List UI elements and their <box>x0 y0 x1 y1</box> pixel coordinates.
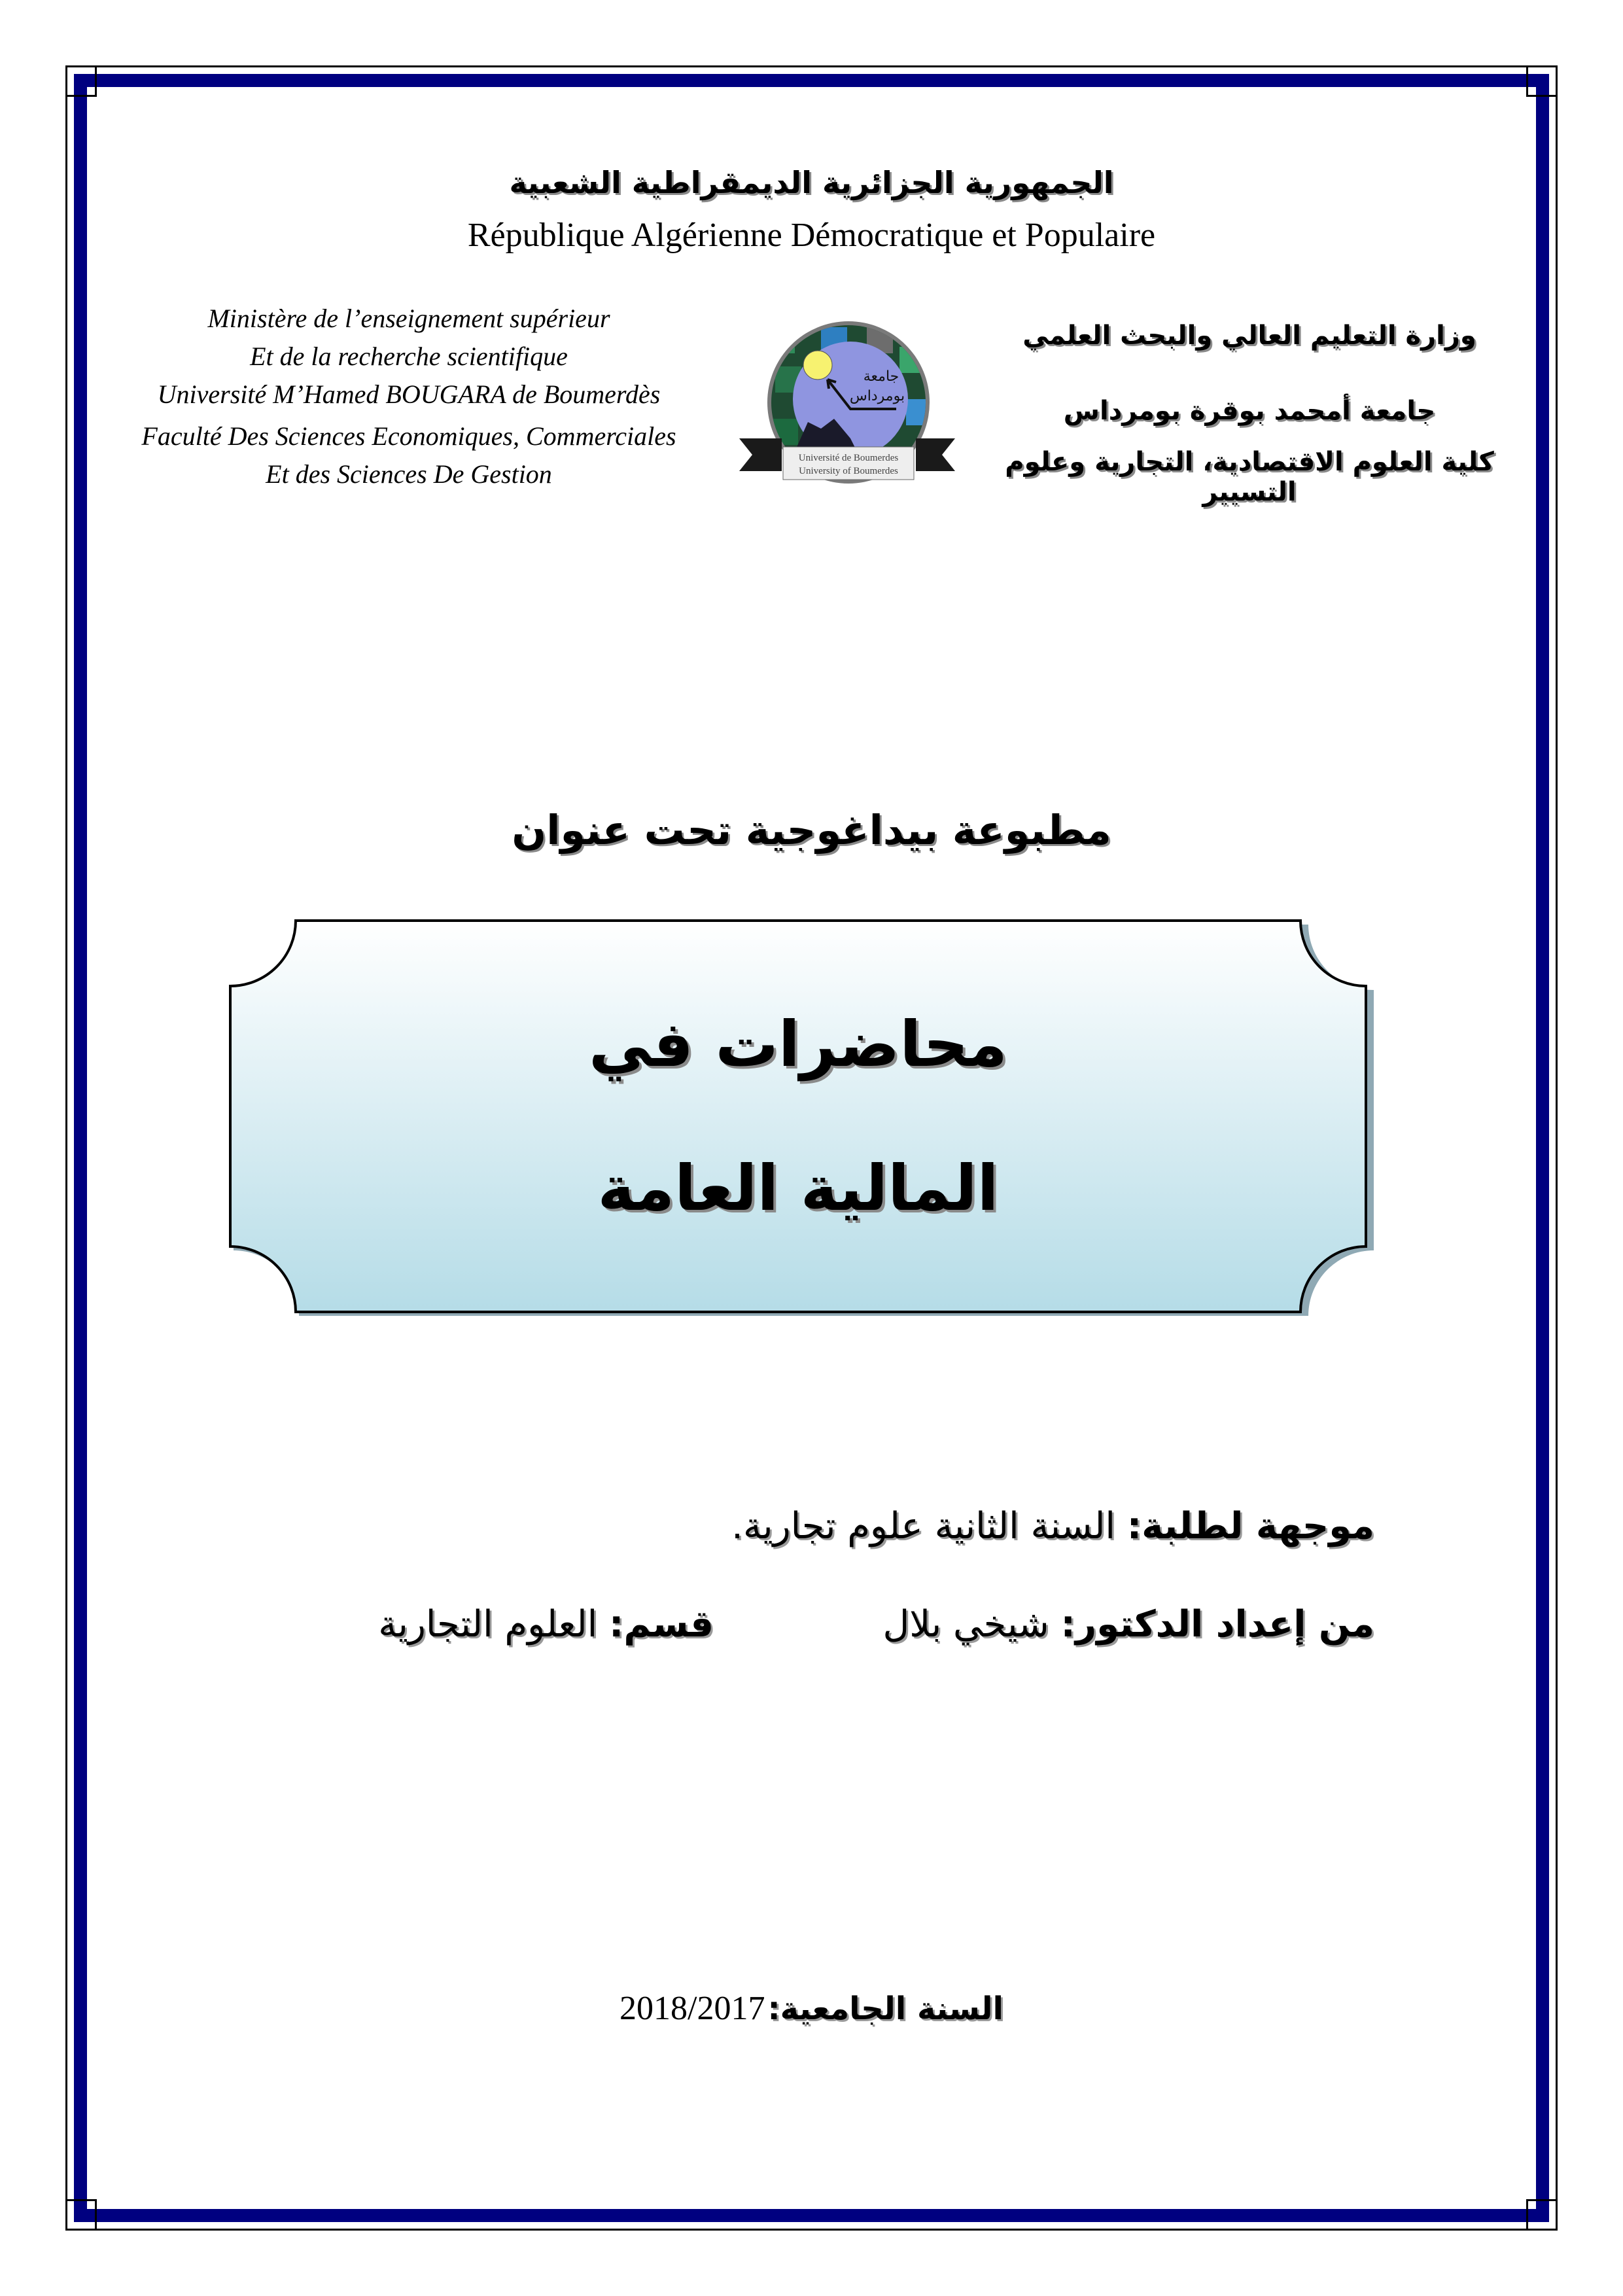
title-line-1: محاضرات في <box>589 1008 1007 1081</box>
ministry-line-fr: Ministère de l’enseignement supérieur <box>207 304 610 333</box>
department-value: العلوم التجارية <box>378 1603 598 1646</box>
department-line <box>378 1603 714 1646</box>
author-label: من إعداد الدكتور: <box>1060 1603 1374 1646</box>
faculty-arabic: كلية العلوم الاقتصادية، التجارية وعلوم التسيير <box>1005 447 1494 507</box>
audience-value: السنة الثانية علوم تجارية. <box>731 1505 1115 1547</box>
university-arabic: جامعة أمحمد بوقرة بومرداس <box>1063 396 1436 426</box>
frame-corner-ornament <box>1526 65 1558 97</box>
logo-caption-english: University of Boumerdes <box>799 466 898 476</box>
author-name: شيخي بلال <box>882 1603 1049 1646</box>
frame-corner-ornament <box>65 65 97 97</box>
logo-arabic-line1: جامعة <box>863 368 899 385</box>
institution-block-french <box>105 300 713 493</box>
academic-year-label: السنة الجامعية: <box>767 1990 1003 2027</box>
ministry-line2-fr: Et de la recherche scientifique <box>250 342 568 371</box>
department-label: قسم: <box>609 1603 714 1646</box>
academic-year-value: 2018/2017 <box>620 1990 765 2027</box>
author-line <box>883 1603 1374 1646</box>
university-logo <box>729 308 965 491</box>
audience-label: موجهة لطلبة: <box>1126 1505 1374 1547</box>
title-box <box>222 913 1380 1325</box>
faculty-line2-fr: Et des Sciences De Gestion <box>266 459 552 489</box>
logo-caption-french: Université de Boumerdes <box>798 453 899 463</box>
document-subtitle: مطبوعة بيداغوجية تحت عنوان <box>512 806 1111 854</box>
audience-line <box>731 1505 1374 1547</box>
university-line-fr: Université M’Hamed BOUGARA de Boumerdès <box>157 380 661 409</box>
frame-corner-ornament <box>65 2199 97 2231</box>
academic-year-line <box>0 1989 1623 2028</box>
republic-french: République Algérienne Démocratique et Populaire <box>467 217 1156 254</box>
ministry-arabic: وزارة التعليم العالي والبحث العلمي <box>1022 321 1476 351</box>
title-line-2: المالية العامة <box>597 1152 999 1225</box>
logo-arabic-line2: بومرداس <box>849 388 905 404</box>
frame-corner-ornament <box>1526 2199 1558 2231</box>
republic-arabic: الجمهورية الجزائرية الديمقراطية الشعبية <box>509 165 1114 200</box>
faculty-line-fr: Faculté Des Sciences Economiques, Commerciales <box>141 421 676 451</box>
